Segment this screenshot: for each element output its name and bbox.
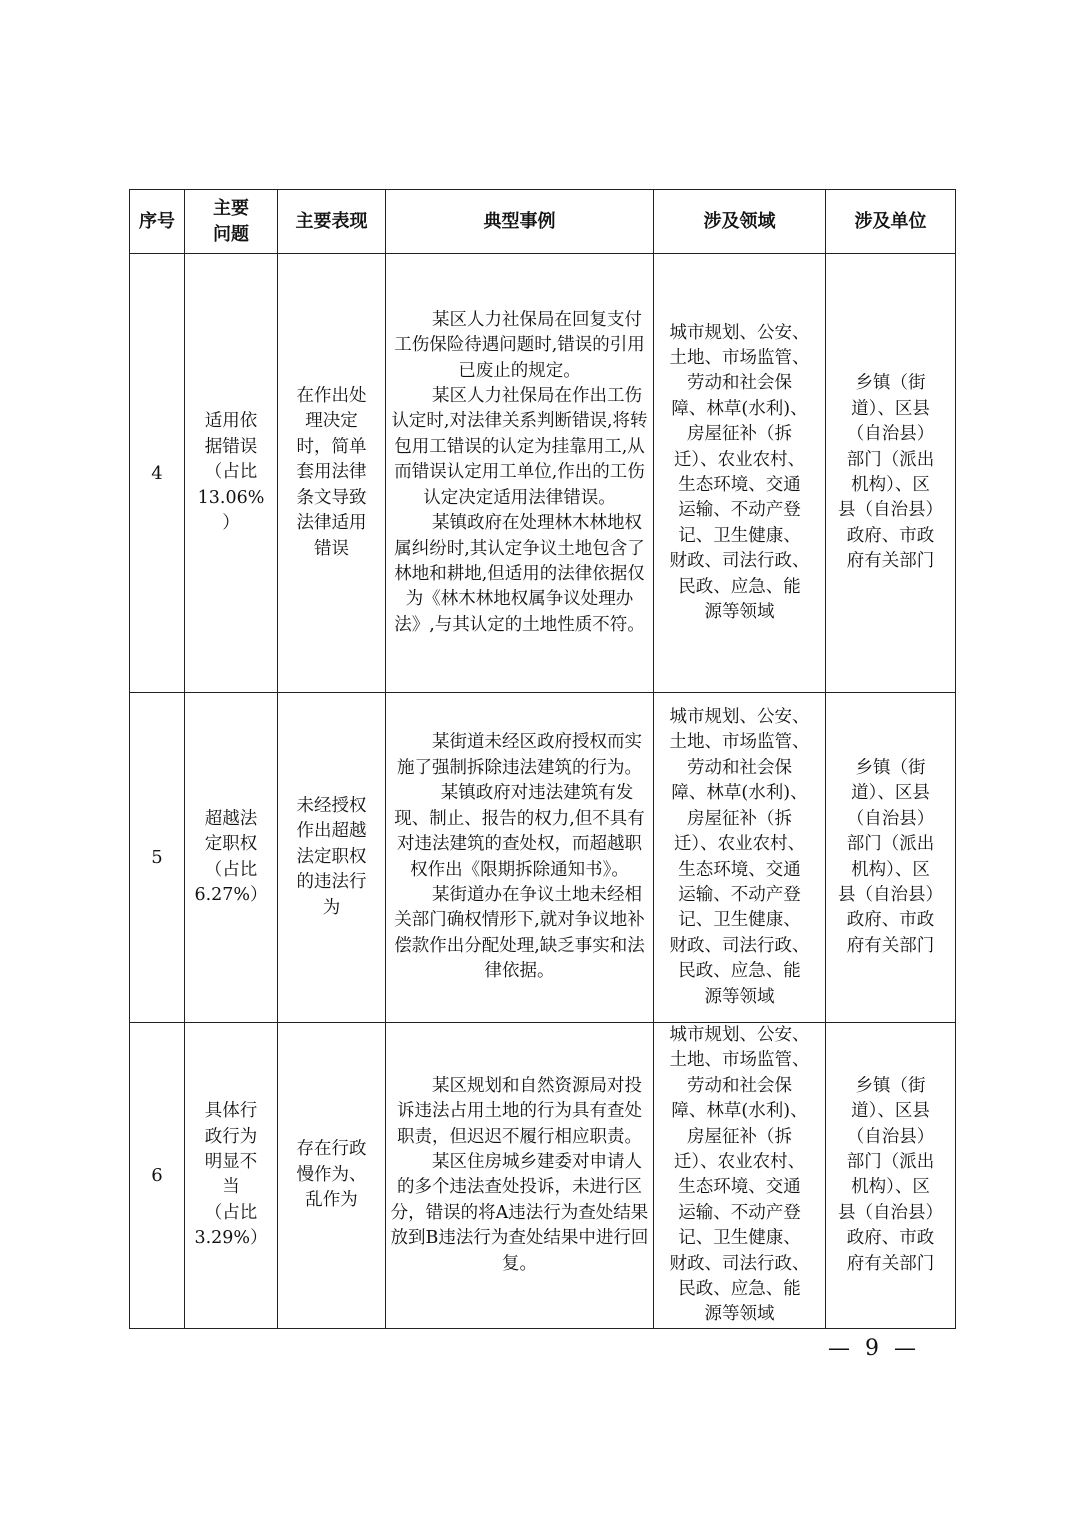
row-manifestation: 存在行政 慢作为、 乱作为 bbox=[278, 1023, 386, 1329]
row-units: 乡镇（街 道）、区县 （自治县） 部门（派出 机构）、区 县（自治县） 政府、市政 府有关部门 bbox=[826, 254, 956, 693]
case-paragraph: 某区住房城乡建委对申请人的多个违法查处投诉，未进行区分，错误的将A违法行为查处结果放到B违法行为查处结果中进行回复。 bbox=[390, 1152, 649, 1274]
header-row bbox=[130, 190, 956, 254]
case-paragraph: 某镇政府对违法建筑有发现、制止、报告的权力,但不具有对违法建筑的查处权，而超越职权作出《限期拆除通知书》。 bbox=[394, 783, 645, 880]
row-manifestation: 在作出处 理决定 时，简单 套用法律 条文导致 法律适用 错误 bbox=[278, 254, 386, 693]
row-issue: 具体行 政行为 明显不 当 （占比 3.29%） bbox=[185, 1023, 278, 1329]
case-paragraph: 某区规划和自然资源局对投诉违法占用土地的行为具有查处职责，但迟迟不履行相应职责。 bbox=[397, 1075, 642, 1147]
problems-table bbox=[129, 189, 956, 1329]
row-seq: 6 bbox=[130, 1023, 185, 1329]
page-number: — 9 — bbox=[828, 1336, 920, 1361]
row-issue: 超越法 定职权 （占比 6.27%） bbox=[185, 693, 278, 1023]
table-row bbox=[130, 254, 956, 693]
header-issue: 主要 问题 bbox=[185, 190, 278, 254]
row-fields: 城市规划、公安、 土地、市场监管、 劳动和社会保 障、林草(水利)、 房屋征补（拆 迁）、农业农村、 生态环境、交通 运输、不动产登 记、卫生健康、 财政、司法行政、 民政、应急、能 源等领域 bbox=[654, 693, 826, 1023]
row-units: 乡镇（街 道）、区县 （自治县） 部门（派出 机构）、区 县（自治县） 政府、市政 府有关部门 bbox=[826, 1023, 956, 1329]
case-paragraph: 某区人力社保局在作出工伤认定时,对法律关系判断错误,将转包用工错误的认定为挂靠用工,从而错误认定用工单位,作出的工伤认定决定适用法律错误。 bbox=[391, 386, 648, 508]
row-issue: 适用依 据错误 （占比 13.06% ） bbox=[185, 254, 278, 693]
row-units: 乡镇（街 道）、区县 （自治县） 部门（派出 机构）、区 县（自治县） 政府、市政 府有关部门 bbox=[826, 693, 956, 1023]
table-row bbox=[130, 1023, 956, 1329]
row-fields: 城市规划、公安、 土地、市场监管、 劳动和社会保 障、林草(水利)、 房屋征补（拆 迁）、农业农村、 生态环境、交通 运输、不动产登 记、卫生健康、 财政、司法行政、 民政、应急、能 源等领域 bbox=[654, 254, 826, 693]
row-manifestation: 未经授权 作出超越 法定职权 的违法行 为 bbox=[278, 693, 386, 1023]
row-cases bbox=[386, 254, 654, 693]
case-paragraph: 某街道未经区政府授权而实施了强制拆除违法建筑的行为。 bbox=[397, 732, 642, 778]
case-paragraph: 某街道办在争议土地未经相关部门确权情形下,就对争议地补偿款作出分配处理,缺乏事实和法律依据。 bbox=[394, 884, 645, 982]
row-fields: 城市规划、公安、 土地、市场监管、 劳动和社会保 障、林草(水利)、 房屋征补（拆 迁）、农业农村、 生态环境、交通 运输、不动产登 记、卫生健康、 财政、司法行政、 民政、应急、能 源等领域 bbox=[654, 1023, 826, 1329]
header-units: 涉及单位 bbox=[826, 190, 956, 254]
row-cases bbox=[386, 693, 654, 1023]
header-manifestation: 主要表现 bbox=[278, 190, 386, 254]
table-row bbox=[130, 693, 956, 1023]
row-seq: 4 bbox=[130, 254, 185, 693]
header-cases: 典型事例 bbox=[386, 190, 654, 254]
row-seq: 5 bbox=[130, 693, 185, 1023]
case-paragraph: 某镇政府在处理林木林地权属纠纷时,其认定争议土地包含了林地和耕地,但适用的法律依据仅为《林木林地权属争议处理办法》,与其认定的土地性质不符。 bbox=[394, 513, 645, 635]
row-cases bbox=[386, 1023, 654, 1329]
header-seq: 序号 bbox=[130, 190, 185, 254]
case-paragraph: 某区人力社保局在回复支付工伤保险待遇问题时,错误的引用已废止的规定。 bbox=[394, 309, 645, 381]
header-fields: 涉及领域 bbox=[654, 190, 826, 254]
